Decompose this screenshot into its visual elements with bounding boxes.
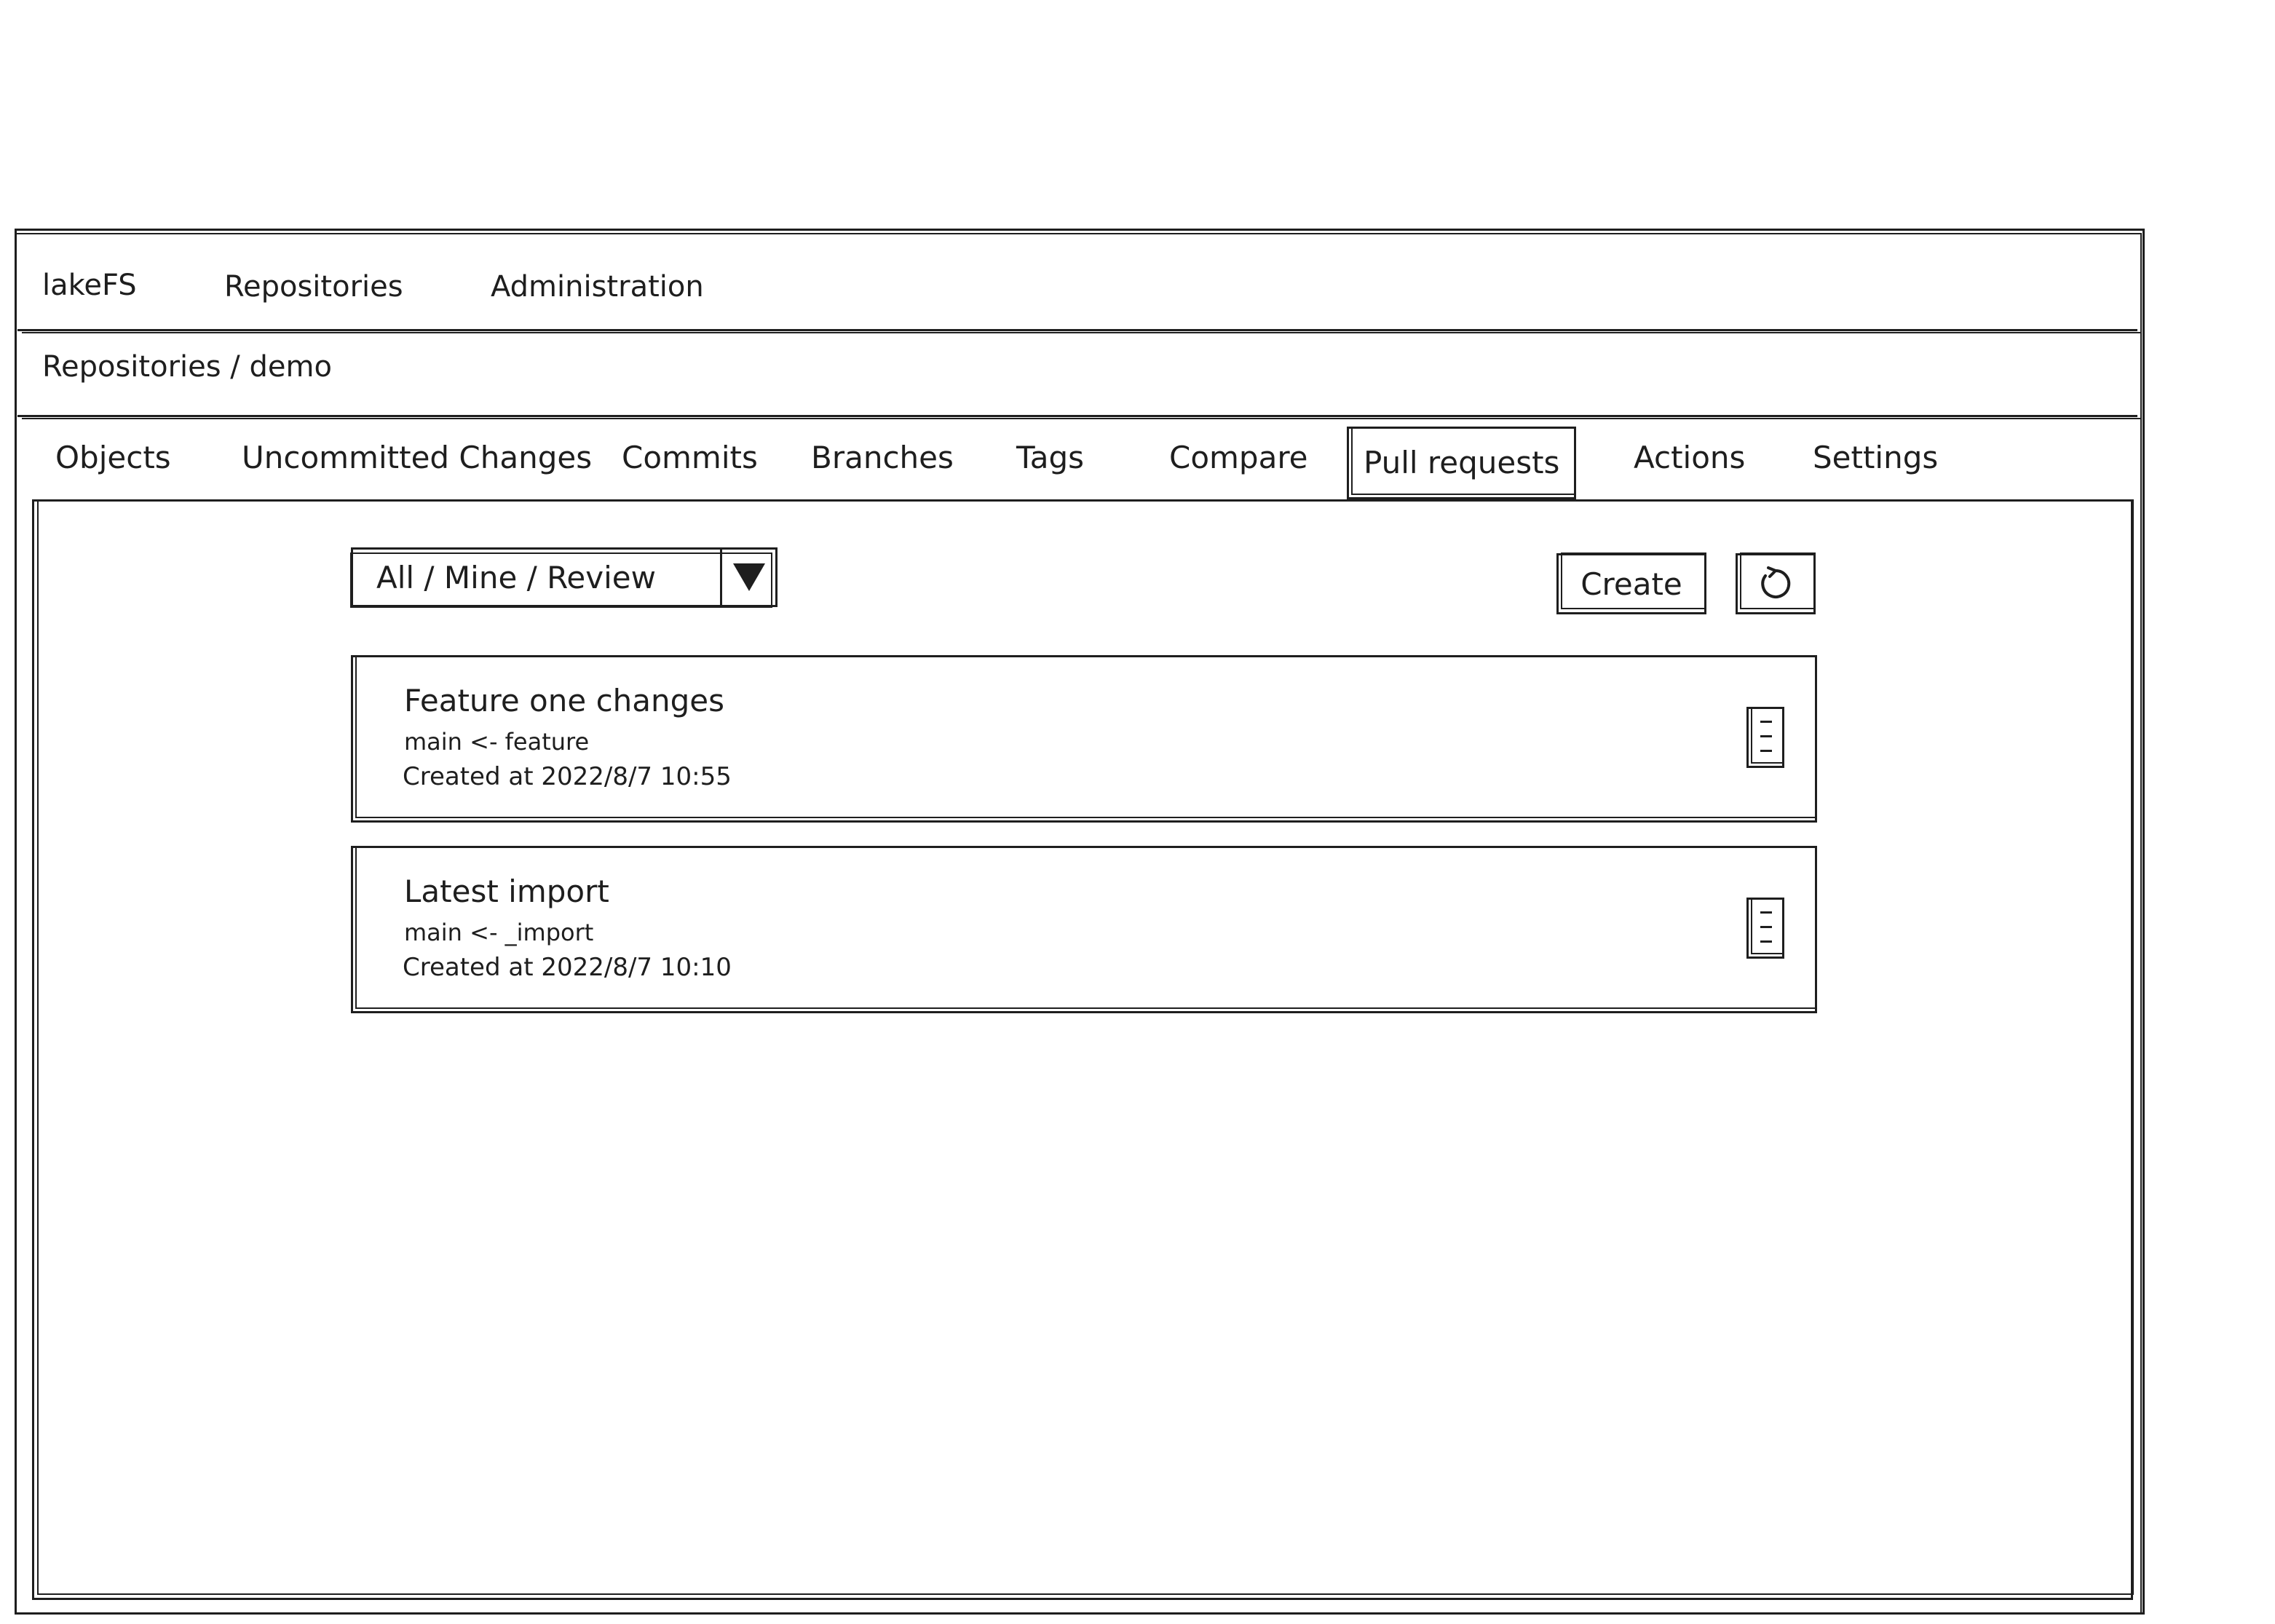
- nav-divider: [17, 329, 2137, 331]
- pull-request-card[interactable]: [351, 846, 1817, 1013]
- tab-pull-requests[interactable]: Pull requests: [1347, 427, 1576, 499]
- tab-tags[interactable]: Tags: [1016, 440, 1084, 475]
- breadcrumb[interactable]: Repositories / demo: [42, 350, 332, 384]
- pr-created-at: Created at 2022/8/7 10:55: [403, 762, 732, 791]
- pr-filter-dropdown[interactable]: [351, 547, 778, 607]
- pr-title[interactable]: Latest import: [404, 874, 609, 909]
- tab-objects[interactable]: Objects: [55, 440, 171, 475]
- nav-repositories[interactable]: Repositories: [224, 270, 403, 304]
- tab-compare[interactable]: Compare: [1169, 440, 1308, 475]
- pr-branches: main <- _import: [404, 919, 594, 946]
- pull-request-card[interactable]: [351, 655, 1817, 823]
- refresh-icon: [1755, 563, 1796, 604]
- create-button[interactable]: [1556, 553, 1706, 614]
- brand-logo[interactable]: lakeFS: [42, 269, 137, 302]
- pr-created-at: Created at 2022/8/7 10:10: [403, 953, 732, 982]
- breadcrumb-divider: [17, 415, 2137, 417]
- pr-title[interactable]: Feature one changes: [404, 683, 725, 718]
- pr-filter-label: All / Mine / Review: [376, 560, 656, 595]
- kebab-menu-icon[interactable]: [1746, 707, 1784, 768]
- create-button-label: Create: [1580, 566, 1682, 602]
- tab-uncommitted-changes[interactable]: Uncommitted Changes: [242, 440, 593, 475]
- pr-branches: main <- feature: [404, 728, 590, 756]
- tab-commits[interactable]: Commits: [622, 440, 758, 475]
- tab-actions[interactable]: Actions: [1634, 440, 1746, 475]
- refresh-button[interactable]: [1736, 553, 1816, 614]
- tab-branches[interactable]: Branches: [811, 440, 954, 475]
- dropdown-triangle-icon[interactable]: [720, 550, 775, 605]
- tab-settings[interactable]: Settings: [1813, 440, 1939, 475]
- nav-administration[interactable]: Administration: [491, 270, 704, 304]
- kebab-menu-icon[interactable]: [1746, 898, 1784, 959]
